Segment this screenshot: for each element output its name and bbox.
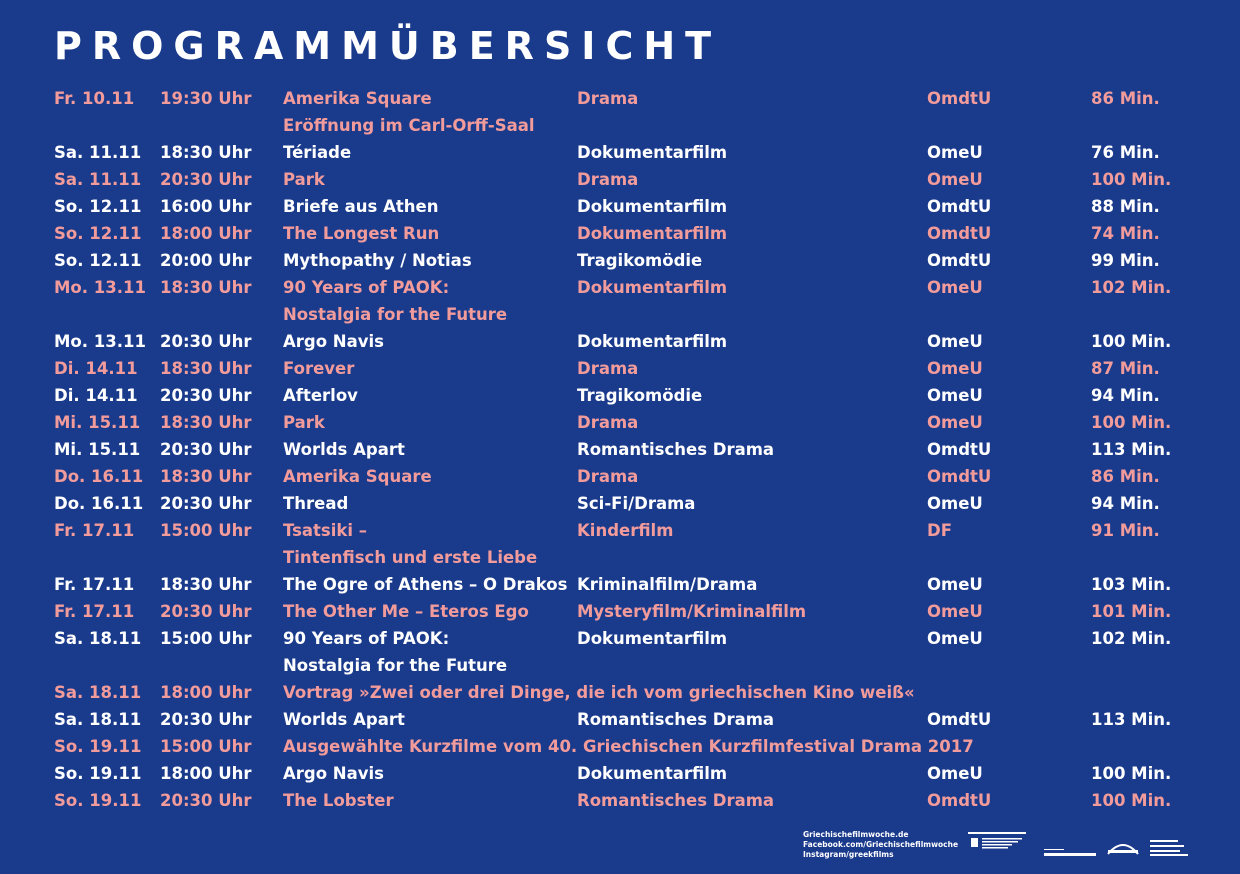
program-time: 18:30 Uhr — [160, 359, 252, 378]
program-title: Argo Navis — [283, 764, 384, 783]
program-time: 20:00 Uhr — [160, 251, 252, 270]
program-date: So. 12.11 — [54, 197, 142, 216]
program-language: OmdtU — [927, 197, 992, 216]
program-duration: 102 Min. — [1091, 278, 1172, 297]
footer-links — [803, 830, 958, 860]
program-language: OmeU — [927, 359, 983, 378]
program-row — [0, 436, 1240, 463]
program-genre: Dokumentarfilm — [577, 143, 728, 162]
program-language: OmeU — [927, 413, 983, 432]
program-date: Mo. 13.11 — [54, 332, 146, 351]
program-row — [0, 382, 1240, 409]
program-date: Sa. 18.11 — [54, 710, 142, 729]
program-date: Sa. 18.11 — [54, 683, 142, 702]
program-genre: Sci-Fi/Drama — [577, 494, 696, 513]
program-time: 18:00 Uhr — [160, 683, 252, 702]
program-row — [0, 598, 1240, 625]
program-language: OmeU — [927, 386, 983, 405]
program-duration: 113 Min. — [1091, 710, 1172, 729]
program-title: Eröffnung im Carl-Orff-Saal — [283, 116, 535, 135]
program-row — [0, 733, 1240, 760]
program-title: Thread — [283, 494, 349, 513]
program-row — [0, 139, 1240, 166]
program-row — [0, 301, 1240, 328]
program-title: The Longest Run — [283, 224, 440, 243]
program-duration: 100 Min. — [1091, 413, 1172, 432]
program-date: Sa. 18.11 — [54, 629, 142, 648]
program-language: OmdtU — [927, 89, 992, 108]
program-duration: 74 Min. — [1091, 224, 1160, 243]
program-genre: Kriminalfilm/Drama — [577, 575, 758, 594]
program-date: So. 12.11 — [54, 251, 142, 270]
program-row — [0, 355, 1240, 382]
program-duration: 101 Min. — [1091, 602, 1172, 621]
program-time: 16:00 Uhr — [160, 197, 252, 216]
instagram-link[interactable]: Instagram/greekfilms — [803, 850, 894, 859]
program-row — [0, 652, 1240, 679]
program-genre: Drama — [577, 89, 639, 108]
program-title: Nostalgia for the Future — [283, 656, 508, 675]
program-time: 20:30 Uhr — [160, 170, 252, 189]
program-duration: 99 Min. — [1091, 251, 1160, 270]
program-row — [0, 193, 1240, 220]
shield-icon — [968, 832, 1026, 856]
program-genre: Drama — [577, 467, 639, 486]
program-duration: 86 Min. — [1091, 89, 1160, 108]
program-row — [0, 274, 1240, 301]
program-date: Do. 16.11 — [54, 467, 144, 486]
program-date: Di. 14.11 — [54, 359, 138, 378]
program-row — [0, 787, 1240, 814]
program-language: OmeU — [927, 143, 983, 162]
program-language: OmeU — [927, 170, 983, 189]
facebook-link[interactable]: Facebook.com/Griechischefilmwoche — [803, 840, 959, 849]
program-time: 20:30 Uhr — [160, 602, 252, 621]
program-date: Sa. 11.11 — [54, 143, 142, 162]
program-title: Amerika Square — [283, 89, 432, 108]
program-duration: 86 Min. — [1091, 467, 1160, 486]
program-title: Briefe aus Athen — [283, 197, 439, 216]
program-row — [0, 517, 1240, 544]
program-title: Amerika Square — [283, 467, 432, 486]
program-time: 20:30 Uhr — [160, 332, 252, 351]
program-language: OmdtU — [927, 791, 992, 810]
program-duration: 100 Min. — [1091, 170, 1172, 189]
program-duration: 91 Min. — [1091, 521, 1160, 540]
program-row — [0, 625, 1240, 652]
program-genre: Dokumentarfilm — [577, 278, 728, 297]
sponsor-logo-ministry — [968, 832, 1026, 856]
program-date: So. 19.11 — [54, 737, 142, 756]
program-row — [0, 166, 1240, 193]
program-date: Fr. 17.11 — [54, 575, 135, 594]
program-time: 18:30 Uhr — [160, 278, 252, 297]
program-row — [0, 220, 1240, 247]
program-date: So. 12.11 — [54, 224, 142, 243]
program-time: 18:30 Uhr — [160, 575, 252, 594]
program-title: The Other Me – Eteros Ego — [283, 602, 529, 621]
program-row — [0, 463, 1240, 490]
program-genre: Dokumentarfilm — [577, 629, 728, 648]
program-date: Fr. 17.11 — [54, 521, 135, 540]
program-language: OmeU — [927, 629, 983, 648]
program-row — [0, 112, 1240, 139]
program-title: Park — [283, 170, 325, 189]
program-genre: Drama — [577, 170, 639, 189]
program-time: 20:30 Uhr — [160, 791, 252, 810]
program-title: Tériade — [283, 143, 352, 162]
program-time: 18:00 Uhr — [160, 764, 252, 783]
program-row — [0, 85, 1240, 112]
program-duration: 88 Min. — [1091, 197, 1160, 216]
program-duration: 102 Min. — [1091, 629, 1172, 648]
program-title: Argo Navis — [283, 332, 384, 351]
program-duration: 100 Min. — [1091, 764, 1172, 783]
program-genre: Drama — [577, 413, 639, 432]
program-time: 18:30 Uhr — [160, 143, 252, 162]
program-genre: Romantisches Drama — [577, 791, 775, 810]
program-duration: 113 Min. — [1091, 440, 1172, 459]
program-language: OmdtU — [927, 710, 992, 729]
program-genre: Romantisches Drama — [577, 710, 775, 729]
program-duration: 87 Min. — [1091, 359, 1160, 378]
program-language: OmeU — [927, 764, 983, 783]
program-genre: Tragikomödie — [577, 386, 703, 405]
program-date: Fr. 17.11 — [54, 602, 135, 621]
arch-icon — [1106, 838, 1140, 856]
program-title: Forever — [283, 359, 355, 378]
program-title: The Ogre of Athens – O Drakos — [283, 575, 568, 594]
program-language: OmeU — [927, 575, 983, 594]
program-time: 18:30 Uhr — [160, 467, 252, 486]
program-title: Worlds Apart — [283, 710, 405, 729]
program-row — [0, 409, 1240, 436]
sponsor-logo-kulturreferat — [1044, 844, 1096, 856]
program-language: OmdtU — [927, 251, 992, 270]
program-title: The Lobster — [283, 791, 394, 810]
program-date: Do. 16.11 — [54, 494, 144, 513]
program-row — [0, 760, 1240, 787]
program-row — [0, 328, 1240, 355]
website-link[interactable]: Griechischefilmwoche.de — [803, 830, 909, 839]
program-genre: Dokumentarfilm — [577, 332, 728, 351]
program-title: Vortrag »Zwei oder drei Dinge, die ich vom griechischen Kino weiß« — [283, 683, 915, 702]
program-time: 18:30 Uhr — [160, 413, 252, 432]
program-title: 90 Years of PAOK: — [283, 278, 450, 297]
program-row — [0, 247, 1240, 274]
page-title: PROGRAMMÜBERSICHT — [54, 24, 722, 68]
program-date: Sa. 11.11 — [54, 170, 142, 189]
program-genre: Romantisches Drama — [577, 440, 775, 459]
program-time: 20:30 Uhr — [160, 440, 252, 459]
program-title: Tintenfisch und erste Liebe — [283, 548, 538, 567]
program-date: Mi. 15.11 — [54, 440, 141, 459]
program-time: 20:30 Uhr — [160, 494, 252, 513]
program-time: 15:00 Uhr — [160, 629, 252, 648]
sponsor-logos — [968, 830, 1193, 860]
program-duration: 103 Min. — [1091, 575, 1172, 594]
program-duration: 94 Min. — [1091, 494, 1160, 513]
sponsor-logo-filmmuseum — [1150, 838, 1190, 858]
program-time: 15:00 Uhr — [160, 521, 252, 540]
sponsor-logo-gasteig — [1106, 838, 1140, 856]
program-date: Fr. 10.11 — [54, 89, 135, 108]
program-schedule — [0, 85, 1240, 814]
program-title: Ausgewählte Kurzfilme vom 40. Griechischen Kurzfilmfestival Drama 2017 — [283, 737, 974, 756]
program-title: 90 Years of PAOK: — [283, 629, 450, 648]
program-title: Nostalgia for the Future — [283, 305, 508, 324]
program-language: OmdtU — [927, 467, 992, 486]
program-language: OmeU — [927, 332, 983, 351]
program-genre: Kinderfilm — [577, 521, 674, 540]
program-title: Afterlov — [283, 386, 358, 405]
program-title: Tsatsiki – — [283, 521, 368, 540]
program-genre: Dokumentarfilm — [577, 764, 728, 783]
program-language: OmdtU — [927, 440, 992, 459]
program-row — [0, 490, 1240, 517]
program-genre: Dokumentarfilm — [577, 224, 728, 243]
program-duration: 100 Min. — [1091, 791, 1172, 810]
program-time: 20:30 Uhr — [160, 386, 252, 405]
program-genre: Drama — [577, 359, 639, 378]
program-date: Mi. 15.11 — [54, 413, 141, 432]
program-title: Worlds Apart — [283, 440, 405, 459]
program-row — [0, 544, 1240, 571]
program-time: 18:00 Uhr — [160, 224, 252, 243]
kulturreferat-logo-icon — [1044, 847, 1096, 859]
program-genre: Tragikomödie — [577, 251, 703, 270]
program-date: Mo. 13.11 — [54, 278, 146, 297]
program-language: OmeU — [927, 278, 983, 297]
program-genre: Dokumentarfilm — [577, 197, 728, 216]
program-time: 20:30 Uhr — [160, 710, 252, 729]
filmmuseum-logo-icon — [1150, 838, 1190, 858]
program-date: So. 19.11 — [54, 764, 142, 783]
program-genre: Mysteryfilm/Kriminalfilm — [577, 602, 807, 621]
program-date: Di. 14.11 — [54, 386, 138, 405]
program-language: OmeU — [927, 494, 983, 513]
program-title: Mythopathy / Notias — [283, 251, 472, 270]
program-row — [0, 706, 1240, 733]
program-duration: 94 Min. — [1091, 386, 1160, 405]
program-date: So. 19.11 — [54, 791, 142, 810]
program-time: 19:30 Uhr — [160, 89, 252, 108]
program-row — [0, 679, 1240, 706]
program-row — [0, 571, 1240, 598]
program-duration: 100 Min. — [1091, 332, 1172, 351]
program-time: 15:00 Uhr — [160, 737, 252, 756]
program-language: OmeU — [927, 602, 983, 621]
program-title: Park — [283, 413, 325, 432]
program-language: OmdtU — [927, 224, 992, 243]
program-language: DF — [927, 521, 952, 540]
program-duration: 76 Min. — [1091, 143, 1160, 162]
